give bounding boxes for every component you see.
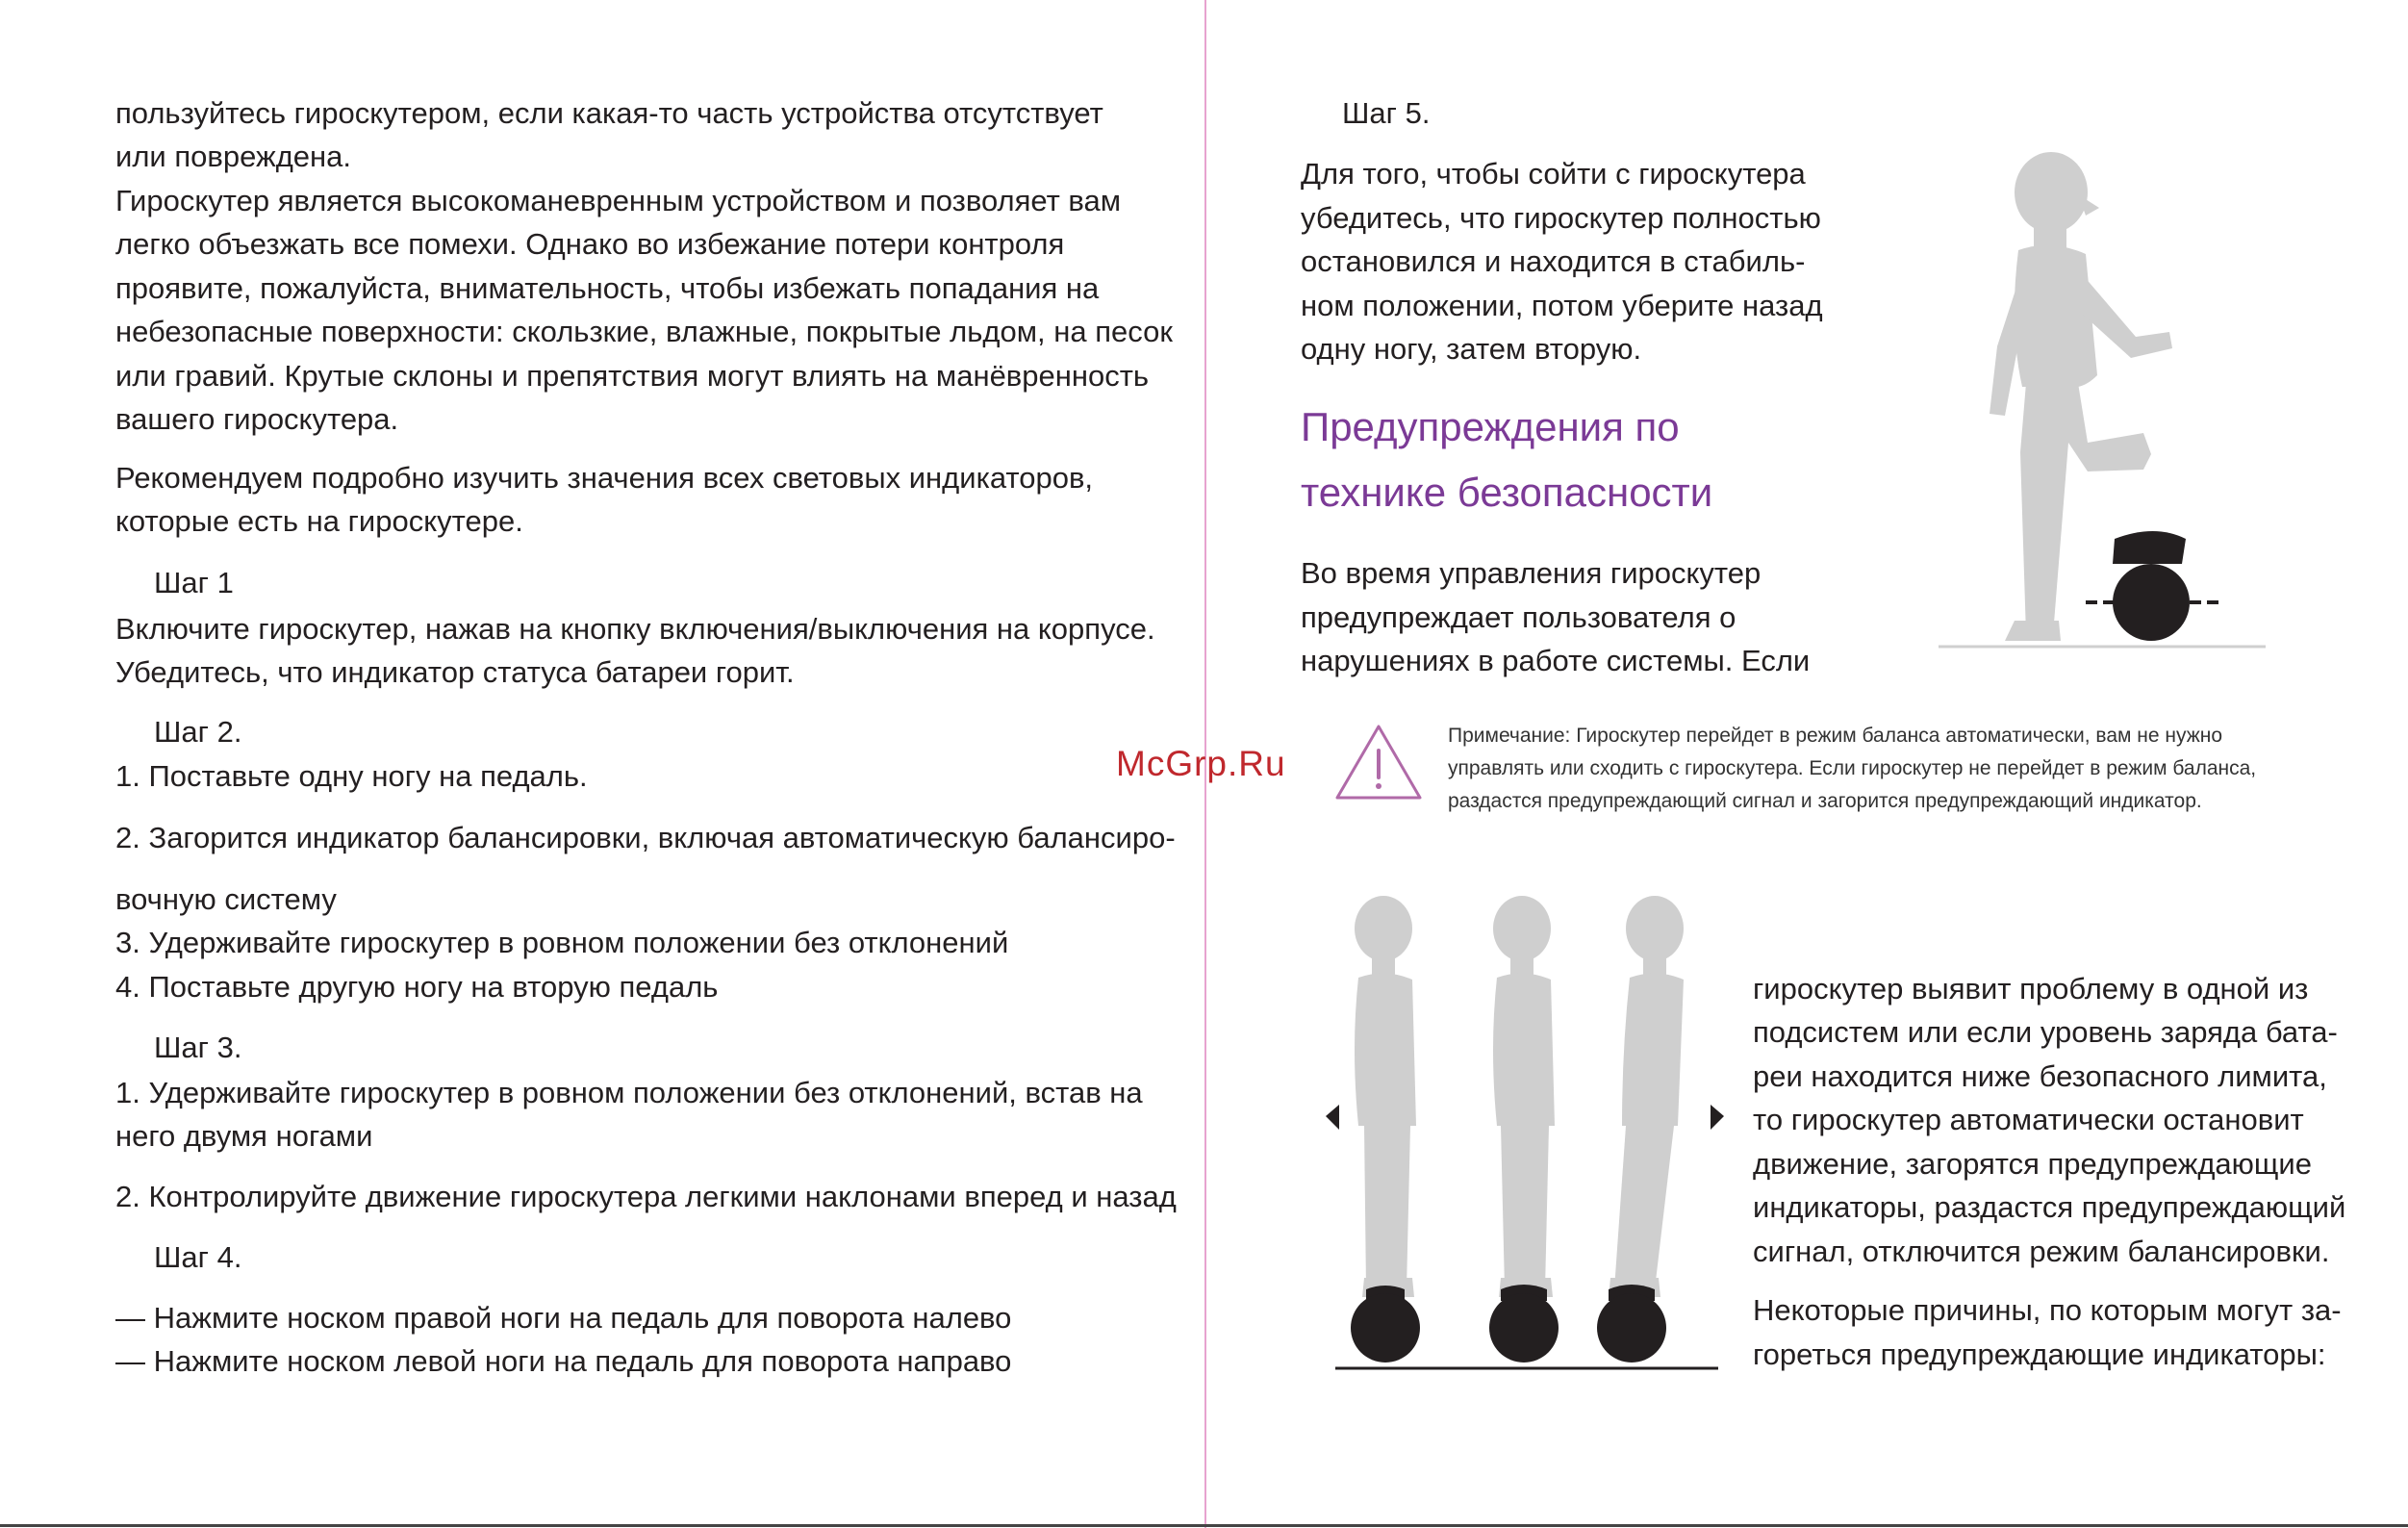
warnings-heading-line: Предупреждения по — [1301, 404, 1680, 449]
continued-line: гироскутер выявит проблему в одной из — [1753, 972, 2309, 1006]
step2-item2b: вочную систему — [115, 882, 337, 916]
step3-item2: 2. Контролируйте движение гироскутера легкими наклонами вперед и назад — [115, 1180, 1177, 1213]
continued-line: движение, загорятся предупреждающие — [1753, 1147, 2312, 1181]
rider-figure-1 — [1351, 896, 1420, 1362]
bottom-border — [0, 1524, 2408, 1527]
intro-line: небезопасные поверхности: скользкие, влажные, покрытые льдом, на песок — [115, 315, 1173, 348]
intro-line: вашего гироскутера. — [115, 402, 399, 436]
warning-triangle-icon — [1332, 722, 1425, 802]
arrow-left-icon — [1326, 1105, 1339, 1130]
step5-line: остановился и находится в стабиль- — [1301, 244, 1806, 278]
intro-line: легко объезжать все помехи. Однако во избежание потери контроля — [115, 227, 1065, 261]
step4-item2: — Нажмите носком левой ноги на педаль для поворота направо — [115, 1344, 1012, 1378]
continued-line: сигнал, отключится режим балансировки. — [1753, 1235, 2330, 1268]
warnings-heading-line: технике безопасности — [1301, 470, 1713, 515]
step4-item1: — Нажмите носком правой ноги на педаль для поворота налево — [115, 1301, 1012, 1335]
intro-line: Гироскутер является высокоманевренным устройством и позволяет вам — [115, 184, 1122, 217]
step1-line: Включите гироскутер, нажав на кнопку включения/выключения на корпусе. — [115, 612, 1155, 646]
person-stepping-off-illustration — [1934, 135, 2280, 654]
warnings-intro-line: нарушениях в работе системы. Если — [1301, 644, 1811, 677]
step5-line: одну ногу, затем вторую. — [1301, 332, 1642, 366]
watermark-text: McGrp.Ru — [1116, 744, 1286, 783]
step3-item1b: него двумя ногами — [115, 1119, 373, 1153]
warnings-intro-line: предупреждает пользователя о — [1301, 600, 1736, 634]
recommend-line: Рекомендуем подробно изучить значения всех световых индикаторов, — [115, 461, 1094, 495]
step1-title: Шаг 1 — [154, 566, 234, 599]
continued-line: реи находится ниже безопасного лимита, — [1753, 1059, 2327, 1093]
step5-line: убедитесь, что гироскутер полностью — [1301, 201, 1821, 235]
step5-line: ном положении, потом уберите назад — [1301, 289, 1823, 322]
step3-title: Шаг 3. — [154, 1031, 242, 1064]
note-line: раздастся предупреждающий сигнал и загорится предупреждающий индикатор. — [1448, 790, 2202, 812]
intro-line: или повреждена. — [115, 140, 352, 173]
continued-line: индикаторы, раздастся предупреждающий — [1753, 1190, 2346, 1224]
step2-item3: 3. Удерживайте гироскутер в ровном положении без отклонений — [115, 926, 1009, 959]
recommend-line: которые есть на гироскутере. — [115, 504, 523, 538]
step1-line: Убедитесь, что индикатор статуса батареи горит. — [115, 655, 795, 689]
note-line: управлять или сходить с гироскутера. Если гироскутер не перейдет в режим баланса, — [1448, 757, 2257, 779]
step2-item1: 1. Поставьте одну ногу на педаль. — [115, 759, 588, 793]
three-riders-illustration — [1308, 885, 1741, 1376]
intro-line: или гравий. Крутые склоны и препятствия могут влиять на манёвренность — [115, 359, 1150, 393]
intro-line: пользуйтесь гироскутером, если какая-то часть устройства отсутствует — [115, 96, 1103, 130]
step5-title: Шаг 5. — [1342, 96, 1431, 130]
step2-title: Шаг 2. — [154, 715, 242, 749]
step4-title: Шаг 4. — [154, 1240, 242, 1274]
continued-line: подсистем или если уровень заряда бата- — [1753, 1015, 2338, 1049]
note-line: Примечание: Гироскутер перейдет в режим баланса автоматически, вам не нужно — [1448, 725, 2223, 747]
step3-item1a: 1. Удерживайте гироскутер в ровном положении без отклонений, встав на — [115, 1076, 1143, 1109]
rider-figure-3 — [1597, 896, 1684, 1362]
step2-item4: 4. Поставьте другую ногу на вторую педаль — [115, 970, 719, 1004]
step2-item2a: 2. Загорится индикатор балансировки, включая автоматическую балансиро- — [115, 821, 1176, 854]
rider-figure-2 — [1489, 896, 1559, 1362]
reasons-line: гореться предупреждающие индикаторы: — [1753, 1337, 2326, 1371]
step5-line: Для того, чтобы сойти с гироскутера — [1301, 157, 1806, 191]
intro-line: проявите, пожалуйста, внимательность, чтобы избежать попадания на — [115, 271, 1100, 305]
arrow-right-icon — [1711, 1105, 1724, 1130]
reasons-line: Некоторые причины, по которым могут за- — [1753, 1293, 2342, 1327]
continued-line: то гироскутер автоматически остановит — [1753, 1103, 2304, 1136]
warnings-intro-line: Во время управления гироскутер — [1301, 556, 1762, 590]
